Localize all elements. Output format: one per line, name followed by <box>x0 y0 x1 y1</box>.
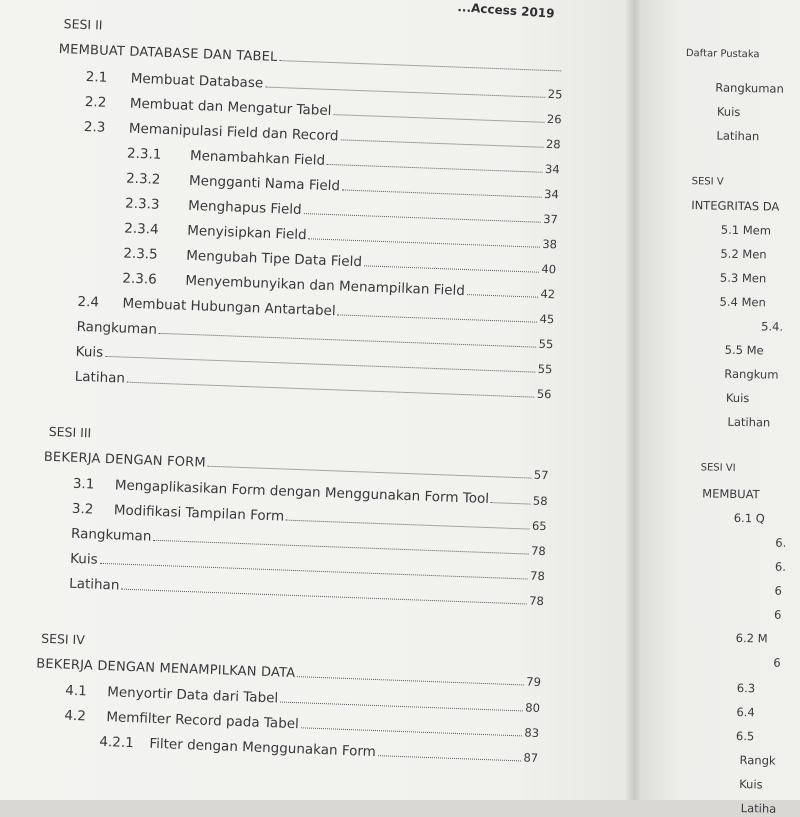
toc-entry[interactable]: 2.3.2 Mengganti Nama Field 34 <box>125 170 560 202</box>
sesi-label: SESI IV <box>40 630 86 648</box>
right-line: MEMBUAT <box>702 486 760 502</box>
toc-entry[interactable]: 2.3.6 Menyembunyikan dan Menampilkan Field 42 <box>122 270 556 302</box>
right-line: Kuis <box>725 390 750 406</box>
right-line: INTEGRITAS DA <box>691 198 780 214</box>
toc-entry[interactable]: Kuis 55 <box>75 343 553 377</box>
leader-dots <box>265 87 546 98</box>
right-page <box>640 0 800 800</box>
toc-entry[interactable]: 2.2 Membuat dan Mengatur Tabel 26 <box>84 93 562 127</box>
right-line: 6 <box>773 655 781 670</box>
table-of-contents <box>35 16 580 766</box>
toc-heading[interactable]: BEKERJA DENGAN MENAMPILKAN DATA 79 <box>35 656 542 690</box>
leader-dots <box>342 189 542 197</box>
right-line: Rangkum <box>724 366 779 382</box>
right-line: Daftar Pustaka <box>685 48 760 61</box>
toc-entry[interactable]: Latihan 56 <box>74 368 552 402</box>
toc-entry[interactable]: 2.3.3 Menghapus Field 37 <box>124 195 559 227</box>
leader-dots <box>333 114 545 123</box>
sesi-label: SESI II <box>63 16 103 33</box>
leader-dots <box>327 164 543 173</box>
right-line: Latihan <box>716 128 760 144</box>
toc-entry[interactable]: 2.1 Membuat Database 25 <box>85 68 563 102</box>
right-line: Rangk <box>739 753 776 768</box>
right-line: Kuis <box>739 777 763 792</box>
right-line: Rangkuman <box>715 80 784 96</box>
leader-dots <box>159 333 537 348</box>
right-line: 5.4. <box>761 319 784 334</box>
toc-entry[interactable]: Rangkuman 55 <box>76 318 554 352</box>
toc-entry[interactable]: 3.1 Mengaplikasikan Form dengan Menggunakan Form Tool 58 <box>72 475 548 509</box>
right-line: 5.5 Me <box>724 342 764 358</box>
leader-dots <box>105 356 536 373</box>
leader-dots <box>99 563 528 580</box>
right-line: Latiha <box>740 801 777 816</box>
toc-heading[interactable]: MEMBUAT DATABASE DAN TABEL <box>58 42 563 75</box>
leader-dots <box>340 139 544 147</box>
leader-dots <box>301 727 523 736</box>
leader-dots <box>467 294 539 298</box>
right-line: 6.5 <box>735 728 755 744</box>
right-line: 6 <box>774 583 782 598</box>
right-line: Latihan <box>727 414 771 430</box>
right-line: 5.1 Mem <box>720 222 772 238</box>
right-line: 5.2 Men <box>720 246 767 262</box>
right-line: 6.3 <box>736 680 756 696</box>
toc-entry[interactable]: 4.2.1 Filter dengan Menggunakan Form 87 <box>99 733 539 766</box>
leader-dots <box>378 755 522 761</box>
leader-dots <box>308 238 540 247</box>
right-line: 6.1 Q <box>733 510 765 526</box>
right-line: 6. <box>775 535 787 550</box>
right-line: 5.3 Men <box>719 270 767 286</box>
toc-entry[interactable]: Latihan 78 <box>68 575 545 609</box>
toc-entry[interactable]: 3.2 Modifikasi Tampilan Form 65 <box>71 500 547 534</box>
running-head: ...Access 2019 <box>457 0 555 21</box>
leader-dots <box>279 60 561 71</box>
toc-entry[interactable]: 2.3.1 Menambahkan Field 34 <box>126 145 560 177</box>
leader-dots <box>121 589 527 605</box>
toc-entry[interactable]: 2.3.4 Menyisipkan Field 38 <box>123 220 558 252</box>
right-line: 6.4 <box>736 704 755 720</box>
toc-entry[interactable]: Kuis 78 <box>69 550 546 584</box>
toc-entry[interactable]: Rangkuman 78 <box>70 525 546 559</box>
sesi-label: SESI III <box>48 423 92 441</box>
leader-dots <box>153 540 529 555</box>
leader-dots <box>280 702 523 712</box>
leader-dots <box>337 314 537 322</box>
leader-dots <box>127 382 535 398</box>
leader-dots <box>364 265 540 272</box>
right-line: 6.2 M <box>735 630 768 646</box>
toc-entry[interactable]: 4.1 Menyortir Data dari Tabel 80 <box>64 682 541 716</box>
right-line: SESI VI <box>700 462 736 474</box>
leader-dots <box>297 676 524 685</box>
leader-dots <box>303 213 541 223</box>
toc-entry[interactable]: 2.3 Memanipulasi Field dan Record 28 <box>83 118 561 152</box>
right-line: 5.4 Men <box>719 294 766 310</box>
toc-entry[interactable]: 2.4 Membuat Hubungan Antartabel 45 <box>77 293 555 327</box>
right-line: Kuis <box>716 104 741 119</box>
leader-dots <box>208 466 532 479</box>
leader-dots <box>491 502 531 504</box>
toc-entry[interactable]: 4.2 Memfilter Record pada Tabel 83 <box>64 707 540 741</box>
toc-entry[interactable]: 2.3.5 Mengubah Tipe Data Field 40 <box>123 245 557 277</box>
right-line: 6. <box>774 559 787 574</box>
toc-heading[interactable]: BEKERJA DENGAN FORM 57 <box>43 449 549 483</box>
leader-dots <box>286 520 530 530</box>
right-line: 6 <box>774 607 782 622</box>
right-line: SESI V <box>691 176 724 188</box>
